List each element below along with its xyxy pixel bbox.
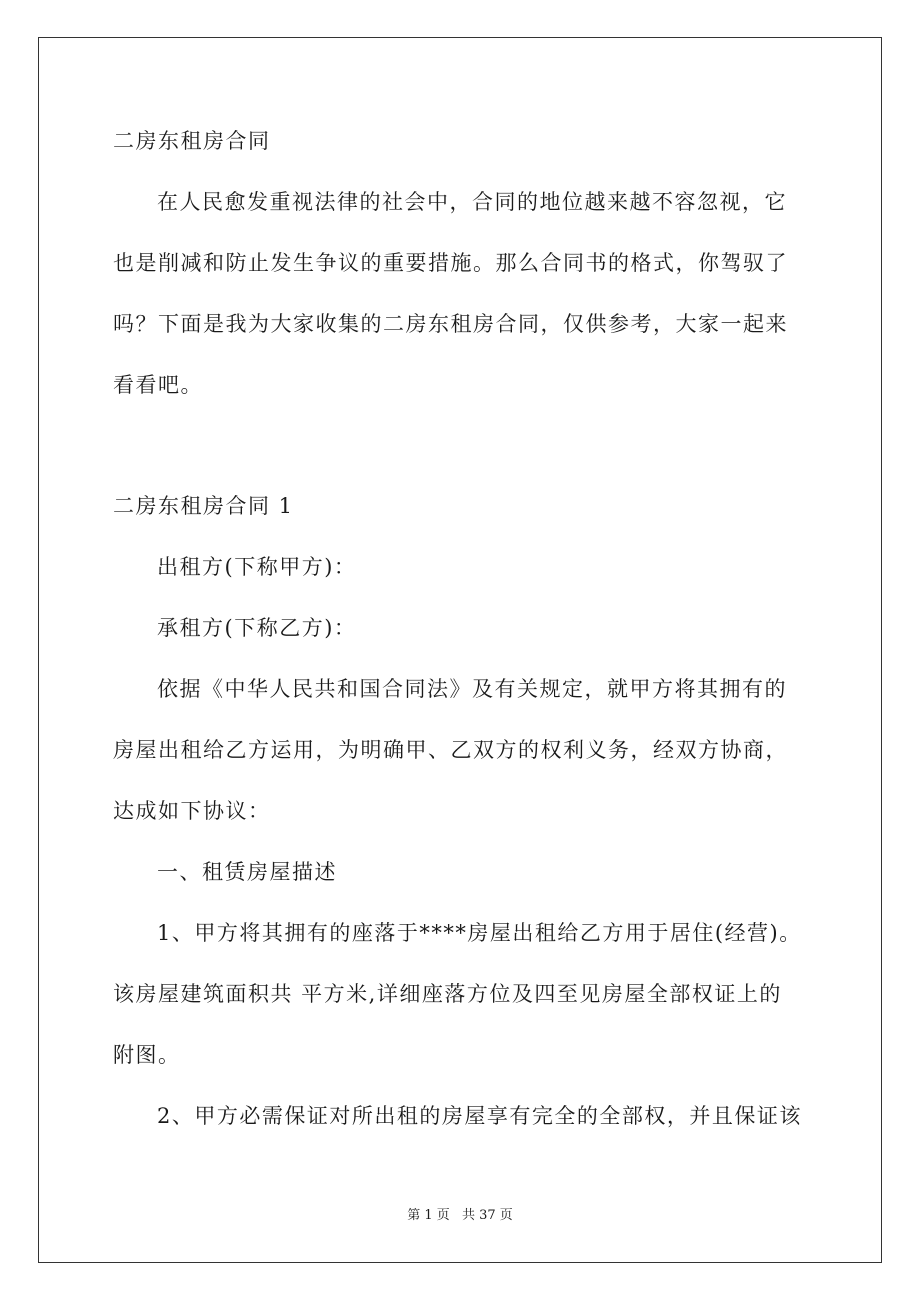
clause1-line: 1、甲方将其拥有的座落于****房屋出租给乙方用于居住(经营)。	[157, 921, 802, 945]
basis-line: 依据《中华人民共和国合同法》及有关规定，就甲方将其拥有的	[157, 677, 787, 701]
clause-heading: 一、租赁房屋描述	[157, 860, 337, 884]
document-title: 二房东租房合同	[113, 129, 271, 153]
intro-line: 看看吧。	[113, 373, 203, 397]
section-title: 二房东租房合同 1	[113, 494, 294, 518]
party-a-line: 出租方(下称甲方)：	[157, 555, 357, 579]
page-number: 第 1 页	[407, 1208, 450, 1223]
clause2-line: 2、甲方必需保证对所出租的房屋享有完全的全部权，并且保证该	[157, 1104, 802, 1128]
intro-line: 在人民愈发重视法律的社会中，合同的地位越来越不容忽视，它	[157, 190, 787, 214]
party-b-line: 承租方(下称乙方)：	[157, 616, 357, 640]
intro-line: 也是削减和防止发生争议的重要措施。那么合同书的格式，你驾驭了	[113, 251, 788, 275]
total-pages: 共 37 页	[461, 1208, 513, 1223]
page-frame	[38, 37, 882, 1263]
clause1-line: 该房屋建筑面积共 平方米,详细座落方位及四至见房屋全部权证上的	[113, 982, 782, 1006]
page-footer	[0, 1207, 920, 1225]
intro-line: 吗？下面是我为大家收集的二房东租房合同，仅供参考，大家一起来	[113, 312, 788, 336]
basis-line: 房屋出租给乙方运用，为明确甲、乙双方的权利义务，经双方协商，	[113, 738, 788, 762]
basis-line: 达成如下协议：	[113, 799, 271, 823]
clause1-line: 附图。	[113, 1043, 181, 1067]
